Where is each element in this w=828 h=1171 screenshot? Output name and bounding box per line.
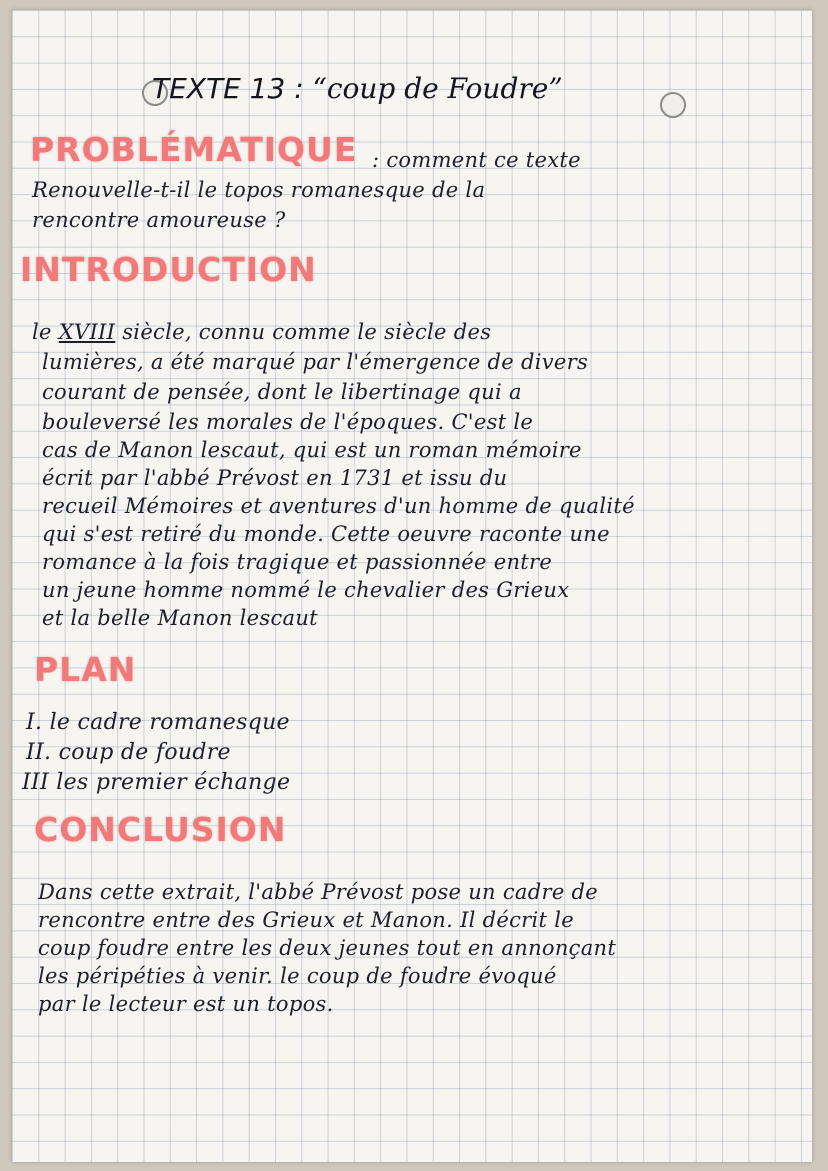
intro-line-2: lumières, a été marqué par l'émergence de divers xyxy=(42,350,589,374)
intro-line-7: recueil Mémoires et aventures d'un homme de qualité xyxy=(42,494,635,518)
title-subtitle: “coup de Foudre” xyxy=(312,72,563,105)
plan-item-2: II. coup de foudre xyxy=(26,740,231,765)
intro-line-8: qui s'est retiré du monde. Cette oeuvre raconte une xyxy=(42,522,610,546)
conclusion-line-5: par le lecteur est un topos. xyxy=(38,992,334,1016)
intro-line-11: et la belle Manon lescaut xyxy=(42,606,318,630)
intro-line-4: bouleversé les morales de l'époques. C'est le xyxy=(42,410,534,434)
binder-hole-right xyxy=(660,92,686,118)
intro-line-5: cas de Manon lescaut, qui est un roman mémoire xyxy=(42,438,582,462)
problematique-line-3: rencontre amoureuse ? xyxy=(32,208,286,232)
conclusion-line-1: Dans cette extrait, l'abbé Prévost pose un cadre de xyxy=(38,880,598,904)
plan-item-3: III les premier échange xyxy=(22,770,291,795)
intro-line-10: un jeune homme nommé le chevalier des Grieux xyxy=(42,578,570,602)
introduction-heading: INTRODUCTION xyxy=(20,250,317,289)
intro-line-1: le XVIII siècle, connu comme le siècle des xyxy=(32,320,492,344)
page-title xyxy=(152,72,563,105)
conclusion-heading: CONCLUSION xyxy=(34,810,287,849)
intro-line-3: courant de pensée, dont le libertinage qui a xyxy=(42,380,522,404)
century-numeral: XVIII xyxy=(58,320,116,344)
title-prefix: TEXTE 13 : xyxy=(152,72,304,105)
plan-item-1: I. le cadre romanesque xyxy=(26,710,290,735)
problematique-line-2: Renouvelle-t-il le topos romanesque de la xyxy=(32,178,486,202)
conclusion-line-2: rencontre entre des Grieux et Manon. Il décrit le xyxy=(38,908,574,932)
conclusion-line-4: les péripéties à venir. le coup de foudre évoqué xyxy=(38,964,557,988)
plan-heading: PLAN xyxy=(34,650,137,689)
notebook-page xyxy=(12,10,812,1162)
intro-line-9: romance à la fois tragique et passionnée entre xyxy=(42,550,553,574)
conclusion-line-3: coup foudre entre les deux jeunes tout en annonçant xyxy=(38,936,617,960)
problematique-heading: PROBLÉMATIQUE xyxy=(30,130,358,169)
problematique-line-1: : comment ce texte xyxy=(372,148,581,172)
intro-line-6: écrit par l'abbé Prévost en 1731 et issu du xyxy=(42,466,508,490)
